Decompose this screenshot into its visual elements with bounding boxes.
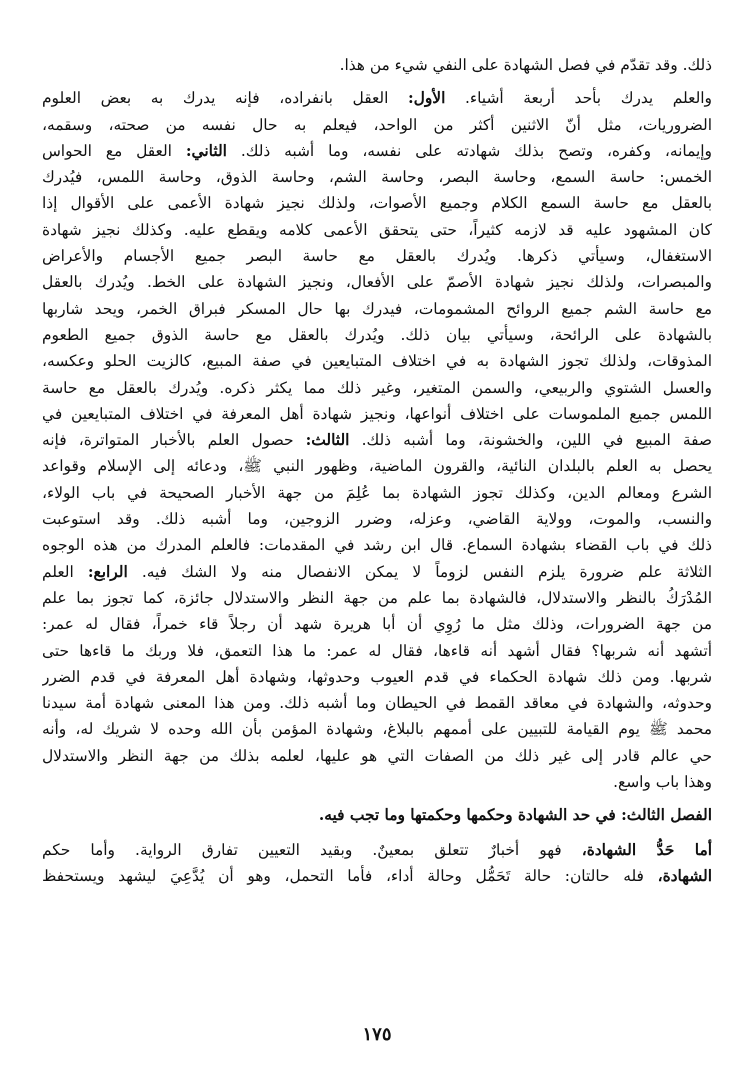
paragraph-1 — [42, 52, 712, 78]
text-line: والمبصرات، ولذلك نجيز شهادة الأصمّ على الأفعال، ونجيز الشهادة على الخط. ويُدرك بالعقل — [42, 273, 712, 292]
text-line: من جهة الضرورات، وذلك مثل ما رُوِي أن أبا هريرة شهد أن رجلاً قاء خمراً، فقال له عمر: — [42, 615, 712, 634]
text-line: صفة المبيع في اللين، والخشونة، وما أشبه ذلك. الثالث: حصول العلم بالأخبار المتواترة، فإنه — [42, 431, 712, 450]
text-line: أتشهد أنه شربها؟ فقال أشهد أنه قاءها، فقال له عمر: ما هذا التعمق، فلا وربك ما قاءها حتى — [42, 641, 712, 660]
text-line: اللمس جميع الملموسات على اختلاف أنواعها، ونجيز شهادة أهل المعرفة في اختلاف المتبايعين في — [42, 404, 712, 423]
section-heading: الفصل الثالث: في حد الشهادة وحكمها وحكمتها وما تجب فيه. — [318, 806, 712, 825]
text-line: شربها. ومن ذلك شهادة الحكماء في قدم العيوب وحدوثها، وشهادة أهل المعرفة في قدم الضرر — [42, 667, 712, 686]
text-line: ذلك. وقد تقدّم في فصل الشهادة على النفي شيء من هذا. — [339, 56, 712, 74]
text-line: الخمس: حاسة السمع، وحاسة البصر، وحاسة الشم، وحاسة الذوق، وحاسة اللمس، فيُدرك — [42, 168, 712, 187]
text-line: مع حاسة الشم جميع الروائح المشمومات، فيدرك بها حال المسكر فبراق الخمر، ويحد شاربها — [42, 299, 712, 318]
text-line: وحدوثه، والشهادة في معاقد القمط في الحيطان وما أشبه ذلك. ومن هذا المعنى شهادة أمة سيدنا — [42, 694, 712, 713]
paragraph-2 — [42, 85, 712, 795]
text-line: حي عالم قادر إلى غير ذلك من الصفات التي هو عليها، لعلمه بذلك من جهة النظر والاستدلال — [42, 746, 712, 765]
text-line: والعلم يدرك بأحد أربعة أشياء. الأول: العقل بانفراده، فإنه يدرك به بعض العلوم — [42, 89, 712, 108]
text-line: الثلاثة علم ضرورة يلزم النفس لزوماً لا يمكن الانفصال منه ولا الشك فيه. الرابع: العلم — [42, 562, 712, 581]
text-line: بالشهادة على الرائحة، وسيأتي بيان ذلك. ويُدرك بالعقل مع حاسة الذوق جميع الطعوم — [42, 325, 712, 344]
text-line: الشرع ومعالم الدين، وكذلك تجوز الشهادة بما عُلِمَ من جهة الأخبار الصحيحة في باب الولاء، — [42, 483, 712, 502]
text-line: محمد ﷺ يوم القيامة للتبيين على أممهم بالبلاغ، وشهادة المؤمن بأن الله وحده لا شريك له، وأنه — [42, 720, 712, 739]
text-line: ذلك في باب القضاء بشهادة السماع. قال ابن رشد في المقدمات: فالعلم المدرك من هذه الوجوه — [42, 536, 712, 555]
text-line: بالعقل مع حاسة السمع الكلام وجميع الأصوات، ولذلك نجيز شهادة الأعمى على الأقوال إذا — [42, 194, 712, 213]
text-line: أما حَدُّ الشهادة، فهو أخبارٌ تتعلق بمعينٌ. وبقيد التعيين تفارق الرواية. وأما حكم — [42, 840, 712, 859]
text-line: الشهادة، فله حالتان: حالة تَحَمُّل وحالة أداء، فأما التحمل، وهو أن يُدَّعِيَ ليشهد ويستحفظ — [42, 866, 712, 885]
text-line: وإيمانه، وكفره، وتصح بذلك شهادته على نفسه، وما أشبه ذلك. الثاني: العقل مع الحواس — [42, 141, 712, 160]
text-line: والنسب، والموت، وولاية القاضي، وعزله، وضرر الزوجين، وما أشبه ذلك. وقد استوعبت — [42, 510, 712, 529]
text-line: وهذا باب واسع. — [613, 773, 712, 792]
text-line: والعسل الشتوي والربيعي، والسمن المتغير، وغير ذلك مما يكثر ذكره. ويُدرك بالعقل مع حاسة — [42, 378, 712, 397]
page-body — [42, 52, 712, 896]
text-line: كان المشهود عليه قد لازمه كثيراً، حتى يتحقق الأعمى كلامه ويقطع عليه. وكذلك نجيز شهادة — [42, 220, 712, 239]
text-line: المُدْرَكُ بالنظر والاستدلال، فالشهادة بما علم من جهة النظر والاستدلال جائزة، كما تجوز بما علم — [42, 588, 712, 607]
paragraph-3 — [42, 837, 712, 890]
text-line: يحصل به العلم بالبلدان النائية، والقرون الماضية، وظهور النبي ﷺ، ودعائه إلى الإسلام وقواعد — [42, 457, 712, 476]
bold-term: الأول: — [408, 89, 446, 108]
text-line: الضروريات، مثل أنّ الاثنين أكثر من الواحد، فيعلم به حال نفسه من صحته، وسقمه، — [42, 115, 712, 134]
bold-term: الثالث: — [305, 431, 350, 450]
bold-term: الرابع: — [87, 562, 128, 581]
bold-term: الثاني: — [185, 141, 227, 160]
text-line: الاستغفال، وسيأتي ذكرها. ويُدرك بالعقل مع حاسة البصر جميع الأجسام والأعراض — [42, 247, 712, 266]
text-line: المذوقات، ولذلك تجوز الشهادة به في اختلاف المتبايعين في صفة المبيع، كالزيت الحلو وعكسه، — [42, 352, 712, 371]
bold-term: أما حَدُّ الشهادة، — [581, 840, 712, 859]
page-number: ١٧٥ — [362, 1024, 392, 1045]
bold-term: الشهادة، — [657, 866, 712, 885]
